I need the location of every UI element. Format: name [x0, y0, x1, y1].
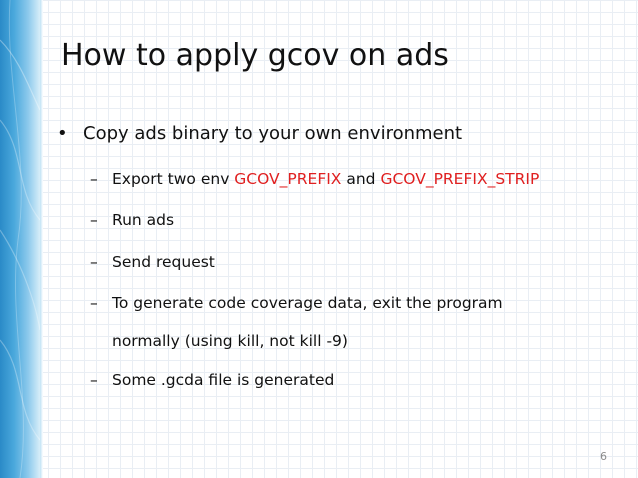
sub-bullet-generate-coverage-continued: normally (using kill, not kill -9) — [112, 332, 348, 350]
dash-icon: – — [90, 170, 98, 188]
dash-icon: – — [90, 371, 98, 389]
dash-icon: – — [90, 211, 98, 229]
bullet-text: Copy ads binary to your own environment — [83, 123, 463, 144]
sub-bullet-export-env — [90, 170, 539, 188]
sub-bullet-gcda-generated — [90, 371, 334, 389]
sub-bullet-generate-coverage — [90, 294, 503, 312]
bullet-dot-icon: • — [57, 123, 68, 144]
env-var-gcov-prefix-strip: GCOV_PREFIX_STRIP — [380, 170, 540, 188]
bullet-item-copy-binary — [57, 123, 462, 144]
sub-bullet-text: and — [341, 170, 381, 188]
sub-bullet-send-request — [90, 253, 215, 271]
sub-bullet-text: To generate code coverage data, exit the program — [112, 294, 503, 312]
slide-title: How to apply gcov on ads — [61, 38, 449, 73]
page-number: 6 — [600, 450, 607, 463]
env-var-gcov-prefix: GCOV_PREFIX — [234, 170, 342, 188]
sub-bullet-text: Some .gcda file is generated — [112, 371, 335, 389]
dash-icon: – — [90, 294, 98, 312]
dash-icon: – — [90, 253, 98, 271]
sub-bullet-run-ads — [90, 211, 174, 229]
sub-bullet-text: Run ads — [112, 211, 175, 229]
sub-bullet-text: Export two env — [112, 170, 235, 188]
sub-bullet-text: Send request — [112, 253, 215, 271]
